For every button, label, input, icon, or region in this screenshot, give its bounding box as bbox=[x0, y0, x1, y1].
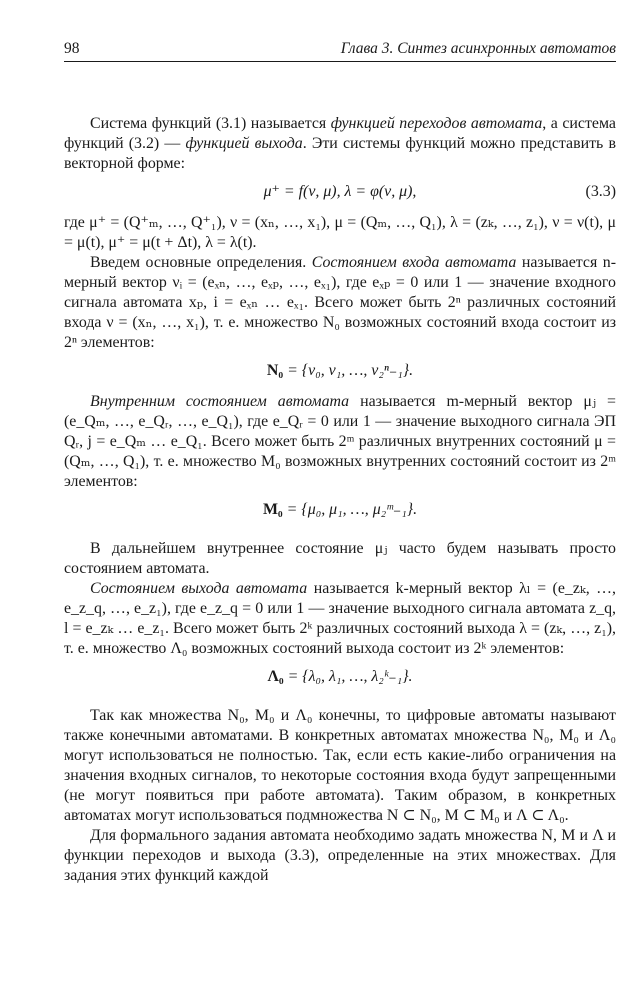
paragraph-where: где μ⁺ = (Q⁺ₘ, …, Q⁺₁), ν = (xₙ, …, x₁), μ = (Qₘ, …, Q₁), λ = (zₖ, …, z₁), ν = ν(t), μ = μ(t), μ⁺ = μ(t + Δt), λ = λ(t). bbox=[64, 214, 616, 251]
paragraph-finite-automata: Так как множества N₀, M₀ и Λ₀ конечны, то цифровые автоматы называют также конечными автоматами. В конкретных автоматах множества N₀, M₀ и Λ₀ могут использоваться не полностью. Так, если есть какие-либо ограничения на значения входных сигналов, то некоторые состояния входа будут запрещенными (не могут появиться при работе автомата). Таким образом, в конкретных автоматах могут использоваться подмножества N ⊂ N₀, M ⊂ M₀ и Λ ⊂ Λ₀. bbox=[64, 707, 616, 824]
paragraph-formal-definition: Для формального задания автомата необходимо задать множества N, M и Λ и функции переходов и выхода (3.3), определенные на этих множествах. Для задания этих функций каждой bbox=[64, 827, 616, 884]
page-number: 98 bbox=[64, 40, 80, 57]
equation-3-3 bbox=[64, 181, 616, 203]
running-head: Глава 3. Синтез асинхронных автоматов bbox=[340, 40, 616, 57]
equation-Lambda0: Λ₀ = {λ₀, λ₁, …, λ₂ᵏ₋₁}. bbox=[267, 668, 413, 685]
page-body bbox=[64, 114, 616, 886]
equation-M0: M₀ = {μ₀, μ₁, …, μ₂ᵐ₋₁}. bbox=[262, 501, 418, 518]
term-transition-function: функцией переходов автомата bbox=[330, 115, 543, 132]
term-output-state: Состоянием выхода автомата bbox=[90, 580, 308, 597]
page-header bbox=[64, 40, 616, 62]
term-output-function: функцией выхода bbox=[185, 135, 303, 152]
paragraph-input-state: Введем основные определения. Состоянием входа автомата называется n-мерный вектор νᵢ = (eₓₙ, …, eₓₚ, …, eₓ₁), где eₓₚ = 0 или 1 — значение входного сигнала автомата xₚ, i = eₓₙ … eₓ₁. Всего может быть 2ⁿ различных состояний входа ν = (xₙ, …, x₁), т. е. множество N₀ возможных состояний входа состоит из 2ⁿ элементов: bbox=[64, 254, 617, 351]
paragraph-state-note: В дальнейшем внутреннее состояние μⱼ часто будем называть просто состоянием автомата. bbox=[64, 540, 616, 577]
book-page bbox=[64, 40, 616, 886]
equation-N0: N₀ = {ν₀, ν₁, …, ν₂ⁿ₋₁}. bbox=[266, 362, 414, 379]
paragraph-output-state: Состоянием выхода автомата называется k-мерный вектор λₗ = (e_zₖ, …, e_z_q, …, e_z₁), где e_z_q = 0 или 1 — значение выходного сигнала автомата z_q, l = e_zₖ … e_z₁. Всего может быть 2ᵏ различных состояний выхода λ = (zₖ, …, z₁), т. е. множество Λ₀ возможных состояний выхода состоит из 2ᵏ элементов: bbox=[64, 580, 616, 657]
equation-number: (3.3) bbox=[585, 183, 616, 200]
term-input-state: Состоянием входа автомата bbox=[311, 254, 517, 271]
equation-formula: μ⁺ = f(ν, μ), λ = φ(ν, μ), bbox=[263, 183, 417, 200]
term-internal-state: Внутренним состоянием автомата bbox=[90, 393, 350, 410]
paragraph-internal-state: Внутренним состоянием автомата называется m-мерный вектор μⱼ = (e_Qₘ, …, e_Qᵣ, …, e_Q₁), где e_Qᵣ = 0 или 1 — значение выходного сигнала ЭП Qᵣ, j = e_Qₘ … e_Q₁. Всего может быть 2ᵐ различных внутренних состояний μ = (Qₘ, …, Q₁), т. е. множество M₀ возможных внутренних состояний состоит из 2ᵐ элементов: bbox=[64, 393, 616, 490]
paragraph-functions: Система функций (3.1) называется функцией переходов автомата, а система функций (3.2) — функцией выхода. Эти системы функций можно представить в векторной форме: bbox=[64, 115, 616, 172]
